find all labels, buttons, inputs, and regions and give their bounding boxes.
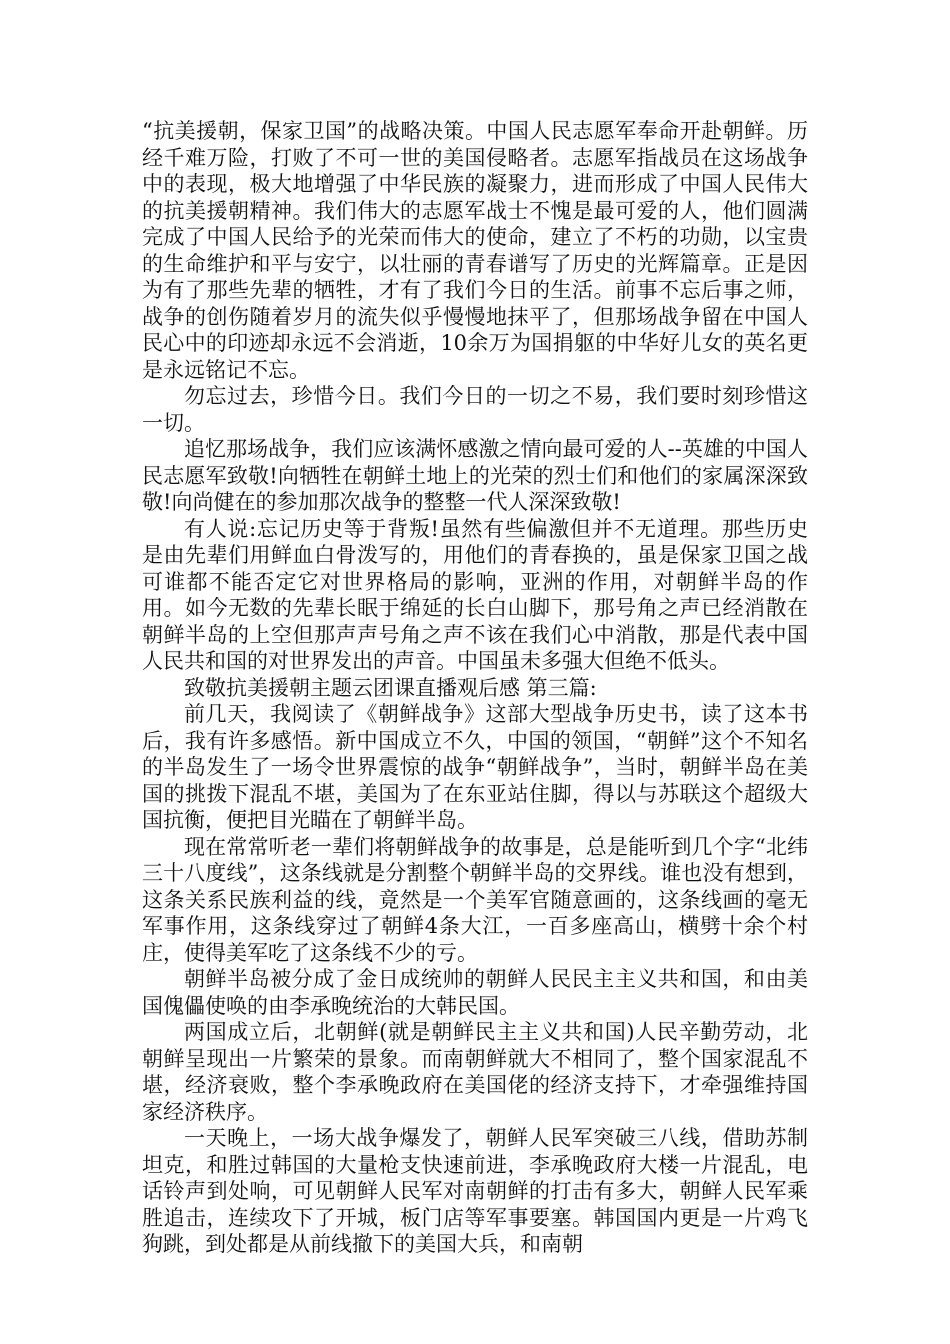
paragraph-3: 追忆那场战争，我们应该满怀感激之情向最可爱的人--英雄的中国人民志愿军致敬!向牺牲在朝鲜土地上的光荣的烈士们和他们的家属深深致敬!向尚健在的参加那次战争的整整一代人深深致敬! bbox=[142, 437, 808, 514]
paragraph-7: 现在常常听老一辈们将朝鲜战争的故事是，总是能听到几个字“北纬三十八度线”，这条线就是分割整个朝鲜半岛的交界线。谁也没有想到，这条关系民族利益的线，竟然是一个美军官随意画的，这条线画的毫无军事作用，这条线穿过了朝鲜4条大江，一百多座高山，横劈十余个村庄，使得美军吃了这条线不少的亏。 bbox=[142, 834, 808, 965]
paragraph-4: 有人说:忘记历史等于背叛!虽然有些偏激但并不无道理。那些历史是由先辈们用鲜血白骨泼写的，用他们的青春换的，虽是保家卫国之战可谁都不能否定它对世界格局的影响，亚洲的作用，对朝鲜半岛的作用。如今无数的先辈长眠于绵延的长白山脚下，那号角之声已经消散在朝鲜半岛的上空但那声声号角之声不该在我们心中消散，那是代表中国人民共和国的对世界发出的声音。中国虽未多强大但绝不低头。 bbox=[142, 516, 808, 673]
paragraph-9: 两国成立后，北朝鲜(就是朝鲜民主主义共和国)人民辛勤劳动，北朝鲜呈现出一片繁荣的景象。而南朝鲜就大不相同了，整个国家混乱不堪，经济衰败，整个李承晚政府在美国佬的经济支持下，才牵强维持国家经济秩序。 bbox=[142, 1020, 808, 1124]
document-page bbox=[142, 118, 808, 1258]
section-heading-part-three: 致敬抗美援朝主题云团课直播观后感 第三篇: bbox=[184, 675, 597, 700]
paragraph-10: 一天晚上，一场大战争爆发了，朝鲜人民军突破三八线，借助苏制坦克，和胜过韩国的大量枪支快速前进，李承晚政府大楼一片混乱，电话铃声到处响，可见朝鲜人民军对南朝鲜的打击有多大，朝鲜人民军乘胜追击，连续攻下了开城，板门店等军事要塞。韩国国内更是一片鸡飞狗跳，到处都是从前线撤下的美国大兵，和南朝 bbox=[142, 1126, 808, 1256]
paragraph-6: 前几天，我阅读了《朝鲜战争》这部大型战争历史书，读了这本书后，我有许多感悟。新中国成立不久，中国的领国，“朝鲜”这个不知名的半岛发生了一场令世界震惊的战争“朝鲜战争”，当时，朝鲜半岛在美国的挑拨下混乱不堪，美国为了在东亚站住脚，得以与苏联这个超级大国抗衡，便把目光瞄在了朝鲜半岛。 bbox=[142, 702, 808, 832]
paragraph-8: 朝鲜半岛被分成了金日成统帅的朝鲜人民民主主义共和国，和由美国傀儡使唤的由李承晚统治的大韩民国。 bbox=[142, 967, 808, 1018]
paragraph-2: 勿忘过去，珍惜今日。我们今日的一切之不易，我们要时刻珍惜这一切。 bbox=[142, 384, 808, 435]
paragraph-1: “抗美援朝，保家卫国”的战略决策。中国人民志愿军奉命开赴朝鲜。历经千难万险，打败了不可一世的美国侵略者。志愿军指战员在这场战争中的表现，极大地增强了中华民族的凝聚力，进而形成了中国人民伟大的抗美援朝精神。我们伟大的志愿军战士不愧是最可爱的人，他们圆满完成了中国人民给予的光荣而伟大的使命，建立了不朽的功勋，以宝贵的生命维护和平与安宁，以壮丽的青春谱写了历史的光辉篇章。正是因为有了那些先辈的牺牲，才有了我们今日的生活。前事不忘后事之师，战争的创伤随着岁月的流失似乎慢慢地抹平了，但那场战争留在中国人民心中的印迹却永远不会消逝，10余万为国捐躯的中华好儿女的英名更是永远铭记不忘。 bbox=[142, 119, 808, 382]
